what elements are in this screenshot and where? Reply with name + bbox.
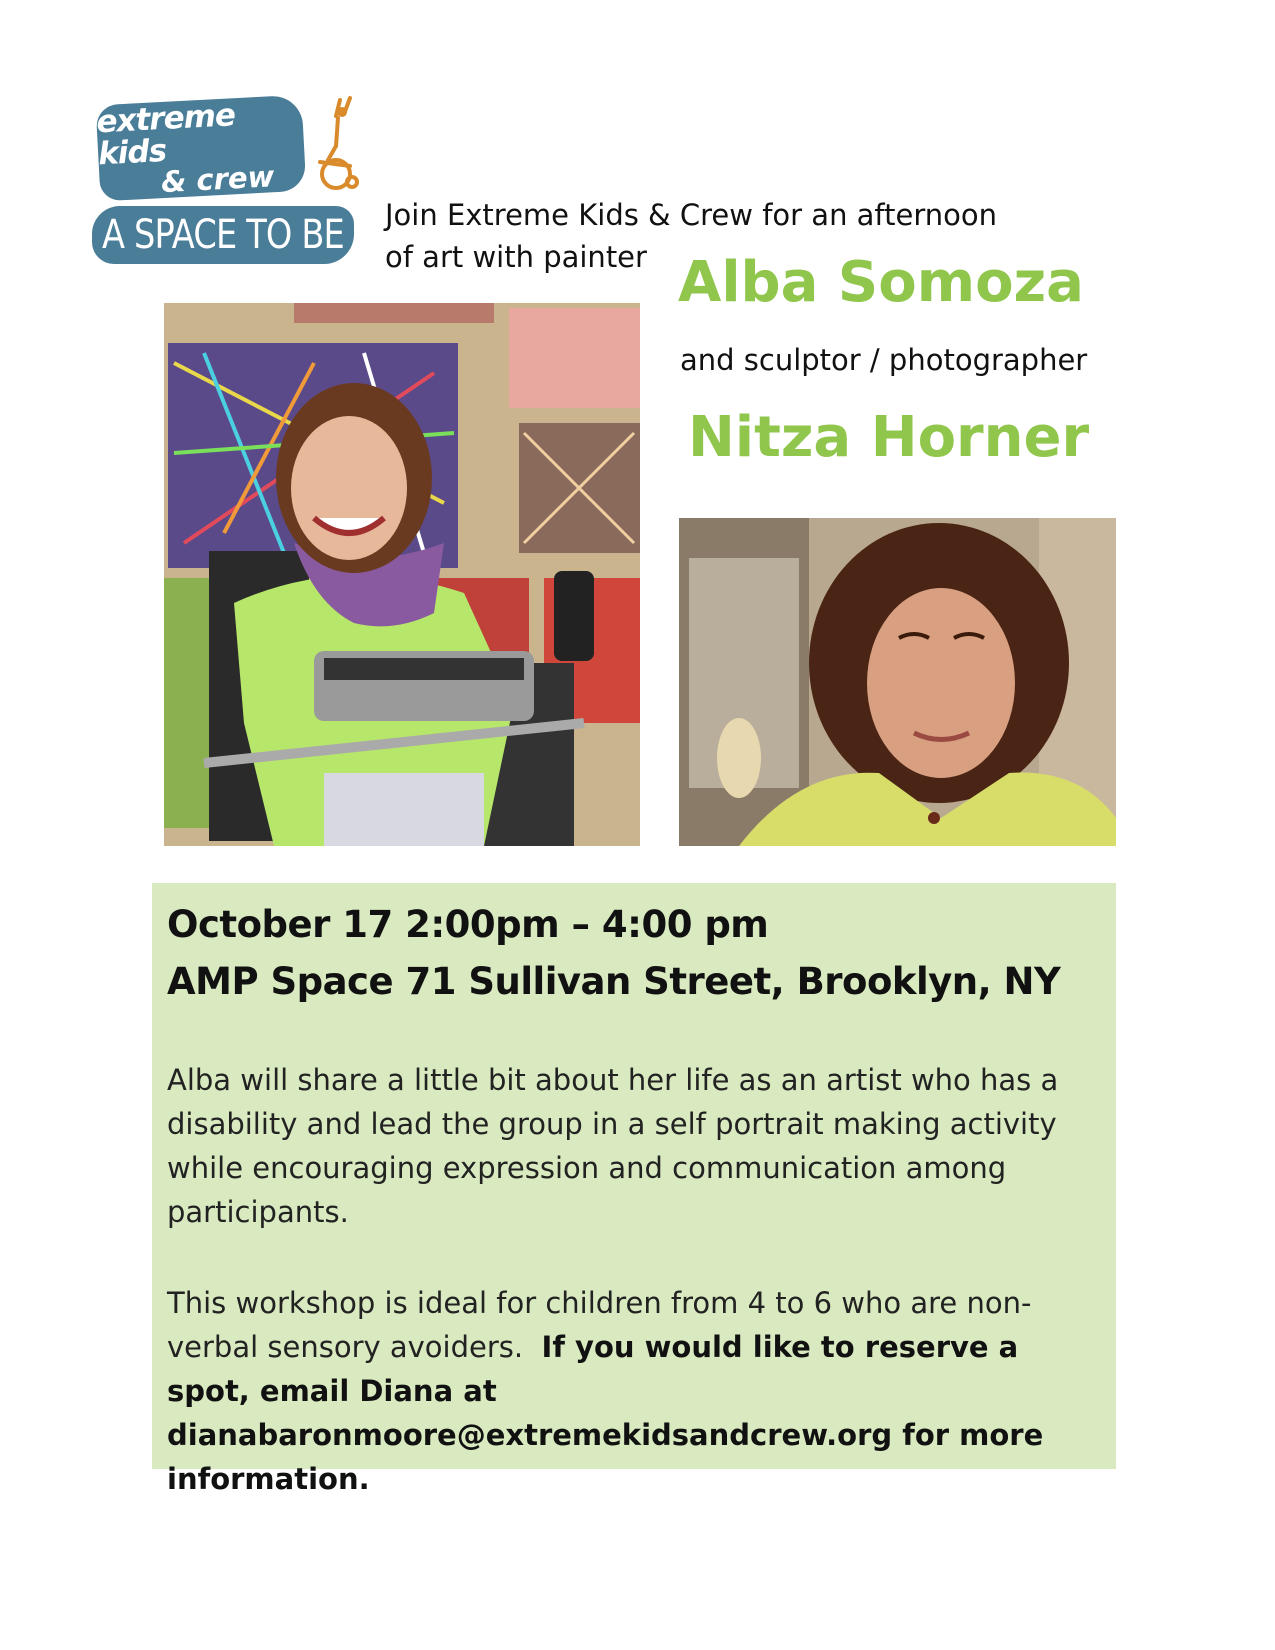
- logo-badge: [96, 95, 307, 202]
- extreme-kids-logo: [92, 98, 360, 270]
- rsvp-text: If you would like to reserve a spot, email Diana at dianabaronmoore@extremekidsandcrew.org for more information.: [167, 1330, 1044, 1496]
- sculptor-name: Nitza Horner: [688, 405, 1090, 470]
- workshop-audience-and-rsvp: [167, 1281, 1107, 1501]
- sculptor-role-text: and sculptor / photographer: [680, 343, 1088, 377]
- audience-text: This workshop is ideal for children from 4 to 6 who are non-verbal sensory avoiders.: [167, 1286, 1032, 1364]
- event-date-time: October 17 2:00pm – 4:00 pm: [167, 903, 769, 946]
- painter-name: Alba Somoza: [678, 250, 1084, 315]
- dancer-wheelchair-icon: [306, 96, 360, 196]
- logo-line-2: & crew: [160, 159, 276, 200]
- intro-line-1: Join Extreme Kids & Crew for an afternoon: [385, 198, 998, 232]
- logo-tagline-badge: [92, 206, 354, 264]
- logo-line-1: extreme kids: [95, 97, 236, 173]
- logo-tagline: A SPACE TO BE: [102, 212, 344, 258]
- event-info-box: [152, 883, 1116, 1496]
- alba-somoza-photo: [164, 303, 640, 846]
- event-description: Alba will share a little bit about her life as an artist who has a disability and lead the group in a self portrait making activity while encouraging expression and communication among participants.: [167, 1063, 1059, 1229]
- nitza-horner-photo: [679, 518, 1116, 846]
- event-location: AMP Space 71 Sullivan Street, Brooklyn, NY: [167, 960, 1061, 1003]
- intro-line-2: of art with painter: [385, 240, 647, 274]
